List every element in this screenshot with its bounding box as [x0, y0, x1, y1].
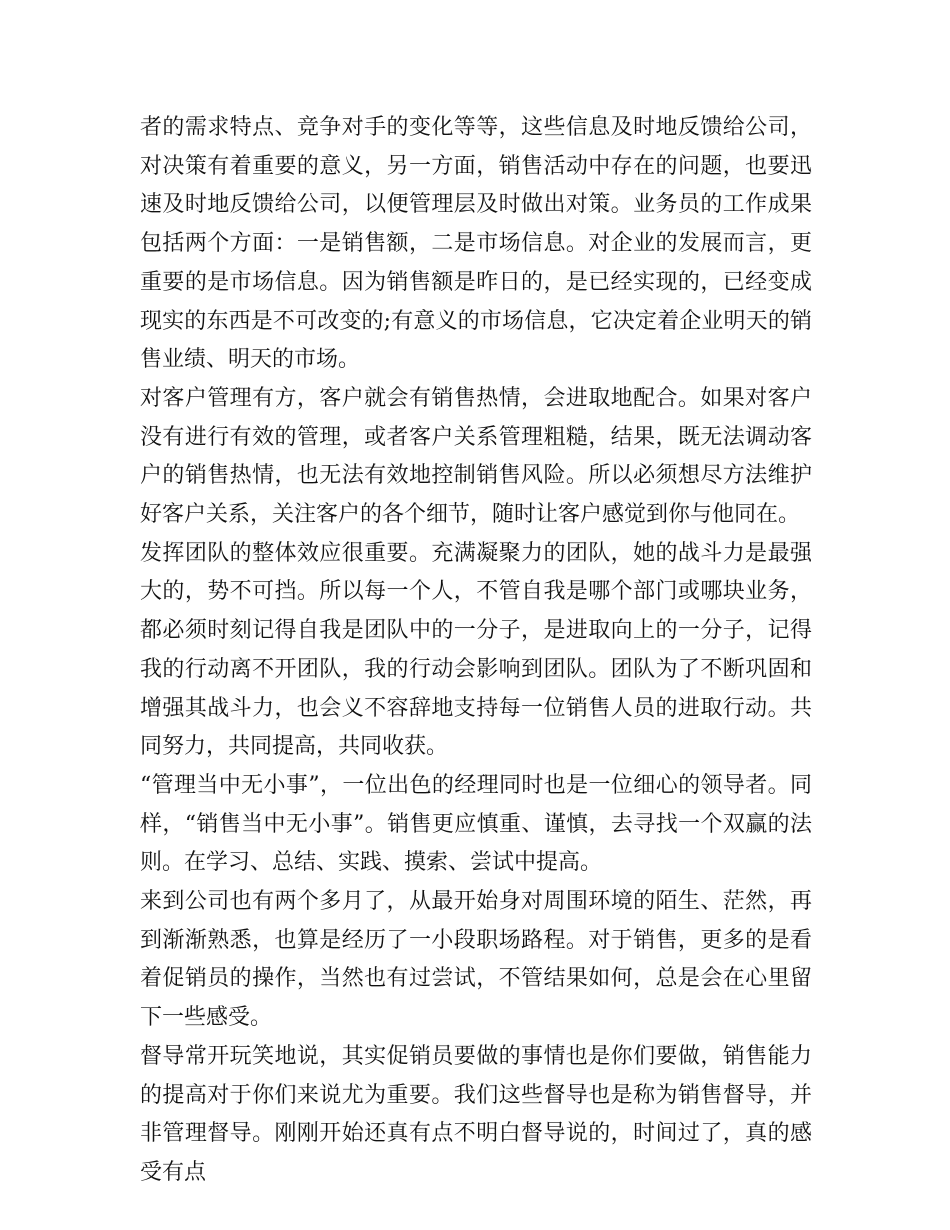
paragraph-team-effect: 发挥团队的整体效应很重要。充满凝聚力的团队，她的战斗力是最强大的，势不可挡。所以每一个人，不管自我是哪个部门或哪块业务，都必须时刻记得自我是团队中的一分子，是进取向上的一分子，记得我的行动离不开团队，我的行动会影响到团队。团队为了不断巩固和增强其战斗力，也会义不容辞地支持每一位销售人员的进取行动。共同努力，共同提高，共同收获。: [140, 540, 812, 760]
paragraph-sales-info: 者的需求特点、竞争对手的变化等等，这些信息及时地反馈给公司，对决策有着重要的意义，另一方面，销售活动中存在的问题，也要迅速及时地反馈给公司，以便管理层及时做出对策。业务员的工作成果包括两个方面：一是销售额，二是市场信息。对企业的发展而言，更重要的是市场信息。因为销售额是昨日的，是已经实现的，已经变成现实的东西是不可改变的;有意义的市场信息，它决定着企业明天的销售业绩、明天的市场。: [140, 115, 812, 373]
document-body: [140, 109, 812, 1193]
paragraph-no-small-matters: “管理当中无小事”，一位出色的经理同时也是一位细心的领导者。同样，“销售当中无小事”。销售更应慎重、谨慎，去寻找一个双赢的法则。在学习、总结、实践、摸索、尝试中提高。: [140, 772, 812, 876]
paragraph-customer-management: 对客户管理有方，客户就会有销售热情，会进取地配合。如果对客户没有进行有效的管理，或者客户关系管理粗糙，结果，既无法调动客户的销售热情，也无法有效地控制销售风险。所以必须想尽方法维护好客户关系，关注客户的各个细节，随时让客户感觉到你与他同在。: [140, 385, 812, 528]
paragraph-supervisor: 督导常开玩笑地说，其实促销员要做的事情也是你们要做，销售能力的提高对于你们来说尤为重要。我们这些督导也是称为销售督导，并非管理督导。刚刚开始还真有点不明白督导说的，时间过了，真的感受有点: [140, 1043, 812, 1185]
paragraph-two-months: 来到公司也有两个多月了，从最开始身对周围环境的陌生、茫然，再到渐渐熟悉，也算是经历了一小段职场路程。对于销售，更多的是看着促销员的操作，当然也有过尝试，不管结果如何，总是会在心里留下一些感受。: [140, 889, 812, 1031]
